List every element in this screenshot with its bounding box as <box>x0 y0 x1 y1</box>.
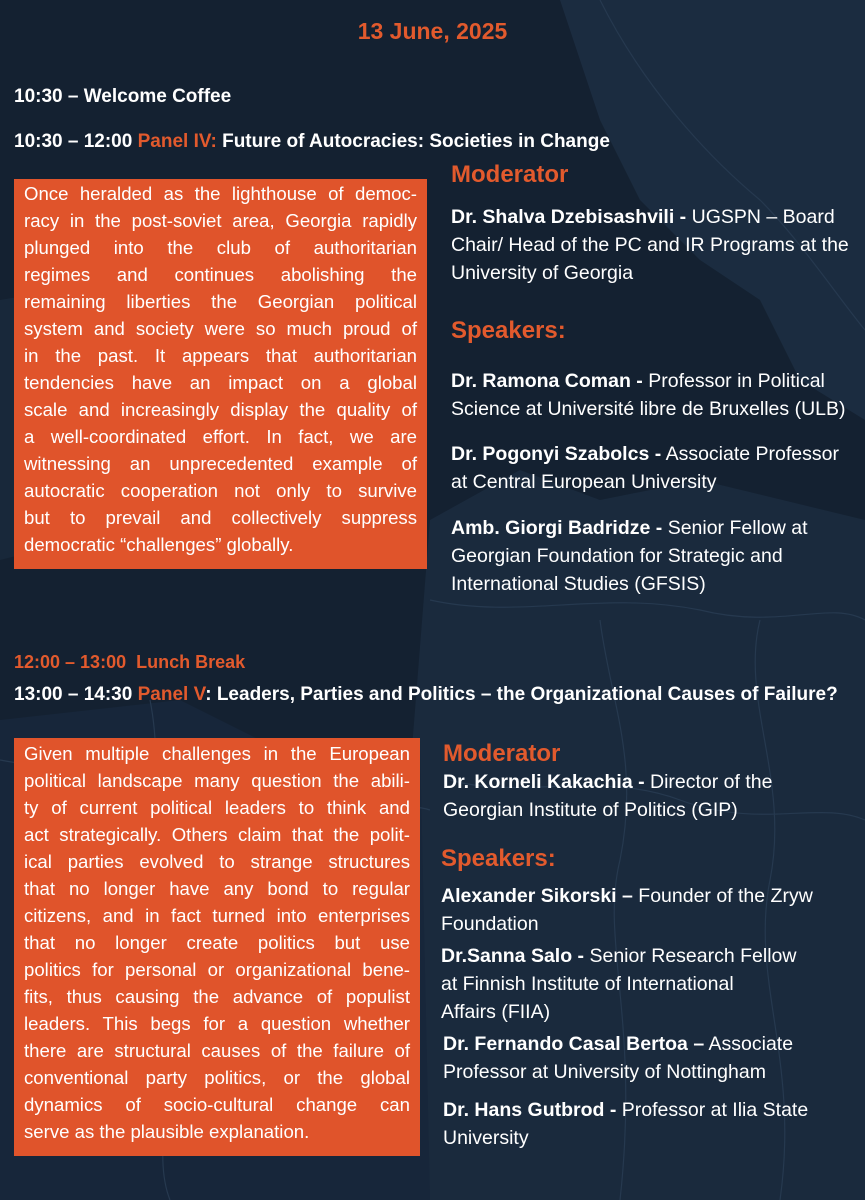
speaker-role: International Studies (GFSIS) <box>451 573 706 595</box>
speaker-role: at Finnish Institute of International <box>441 973 734 995</box>
speaker-role: Professor at University of Nottingham <box>443 1061 766 1083</box>
panel5-speaker <box>443 1030 793 1086</box>
moderator-role: Chair/ Head of the PC and IR Programs at the <box>451 234 849 256</box>
speaker-name: Dr.Sanna Salo - <box>441 945 585 967</box>
moderator-name: Dr. Shalva Dzebisashvili - <box>451 206 687 228</box>
desc-line: there are structural causes of the failure of <box>24 1040 410 1061</box>
panel5-label: Panel V <box>137 684 206 705</box>
panel4-title: Future of Autocracies: Societies in Change <box>222 131 610 152</box>
desc-line: regimes and continues abolishing the <box>24 264 417 285</box>
moderator-role: Georgian Institute of Politics (GIP) <box>443 799 738 821</box>
panel5-moderator-heading: Moderator <box>443 740 561 767</box>
speaker-role: Associate <box>708 1033 794 1055</box>
panel4-speaker <box>451 514 808 598</box>
panel5-speaker <box>441 942 796 1026</box>
desc-line: conventional party politics, or the global <box>24 1067 410 1088</box>
panel4-speaker <box>451 367 846 423</box>
desc-line: remaining liberties the Georgian political <box>24 291 417 312</box>
moderator-name: Dr. Korneli Kakachia - <box>443 771 645 793</box>
panel5-title-line <box>14 684 838 706</box>
speaker-name: Dr. Pogonyi Szabolcs - <box>451 443 662 465</box>
moderator-role: Director of the <box>650 771 773 793</box>
desc-line: leaders. This begs for a question whether <box>24 1013 410 1034</box>
panel4-label: Panel IV: <box>137 131 217 152</box>
panel5-description <box>14 738 420 1156</box>
speaker-role: Professor at Ilia State <box>621 1099 809 1121</box>
speaker-role: Professor in Political <box>648 370 825 392</box>
panel4-moderator-heading: Moderator <box>451 161 569 188</box>
desc-line: racy in the post-soviet area, Georgia rapidly <box>24 210 417 231</box>
desc-line: dynamics of socio-cultural change can <box>24 1094 410 1115</box>
desc-line: a well-coordinated effort. In fact, we are <box>24 426 417 447</box>
lunch-break <box>14 652 245 673</box>
desc-line: ty of current political leaders to think and <box>24 797 410 818</box>
panel5-speakers-heading: Speakers: <box>441 845 556 872</box>
desc-line: Once heralded as the lighthouse of democ- <box>24 183 417 204</box>
speaker-name: Dr. Ramona Coman - <box>451 370 643 392</box>
panel4-time: 10:30 – 12:00 <box>14 131 133 152</box>
desc-line: but to prevail and collectively suppress <box>24 507 417 528</box>
desc-line: scale and increasingly display the quality of <box>24 399 417 420</box>
panel4-moderator <box>451 203 849 287</box>
desc-line: witnessing an unprecedented example of <box>24 453 417 474</box>
desc-line: autocratic cooperation not only to survive <box>24 480 417 501</box>
desc-line: politics for personal or organizational bene- <box>24 959 410 980</box>
panel5-time: 13:00 – 14:30 <box>14 684 133 705</box>
panel5-speaker <box>443 1096 808 1152</box>
desc-line: system and society were so much proud of <box>24 318 417 339</box>
speaker-role: Founder of the Zryw <box>638 885 813 907</box>
event-date: 13 June, 2025 <box>357 18 508 44</box>
speaker-name: Dr. Fernando Casal Bertoa – <box>443 1033 705 1055</box>
lunch-time: 12:00 – 13:00 <box>14 652 127 672</box>
desc-line: that no longer have any bond to regular <box>24 878 410 899</box>
desc-line: democratic “challenges” globally. <box>24 534 294 555</box>
panel4-speaker <box>451 440 839 496</box>
moderator-role: UGSPN – Board <box>691 206 835 228</box>
desc-line: Given multiple challenges in the European <box>24 743 410 764</box>
panel5-speaker <box>441 882 813 938</box>
speaker-role: at Central European University <box>451 471 717 493</box>
panel4-speakers-heading: Speakers: <box>451 317 566 344</box>
speaker-name: Dr. Hans Gutbrod - <box>443 1099 617 1121</box>
desc-line: ical parties evolved to strange structures <box>24 851 410 872</box>
welcome-coffee: 10:30 – Welcome Coffee <box>14 86 232 107</box>
desc-line: that no longer create politics but use <box>24 932 410 953</box>
speaker-role: Foundation <box>441 913 539 935</box>
desc-line: political landscape many question the abili- <box>24 770 410 791</box>
desc-line: citizens, and in fact turned into enterprises <box>24 905 410 926</box>
desc-line: act strategically. Others claim that the polit- <box>24 824 410 845</box>
desc-line: serve as the plausible explanation. <box>24 1121 310 1142</box>
panel4-description <box>14 179 427 569</box>
speaker-role: Georgian Foundation for Strategic and <box>451 545 783 567</box>
speaker-role: Associate Professor <box>665 443 839 465</box>
lunch-label: Lunch Break <box>136 652 246 672</box>
desc-line: tendencies have an impact on a global <box>24 372 417 393</box>
speaker-name: Amb. Giorgi Badridze - <box>451 517 663 539</box>
panel5-title: : Leaders, Parties and Politics – the Organizational Causes of Failure? <box>205 684 838 705</box>
desc-line: fits, thus causing the advance of populist <box>24 986 410 1007</box>
speaker-role: Affairs (FIIA) <box>441 1001 551 1023</box>
speaker-name: Alexander Sikorski – <box>441 885 633 907</box>
speaker-role: Senior Research Fellow <box>589 945 797 967</box>
desc-line: plunged into the club of authoritarian <box>24 237 417 258</box>
speaker-role: Science at Université libre de Bruxelles (ULB) <box>451 398 846 420</box>
speaker-role: Senior Fellow at <box>667 517 808 539</box>
moderator-role: University of Georgia <box>451 262 634 284</box>
panel5-moderator <box>443 768 772 824</box>
panel4-title-line <box>14 131 610 153</box>
speaker-role: University <box>443 1127 529 1149</box>
desc-line: in the past. It appears that authoritarian <box>24 345 417 366</box>
